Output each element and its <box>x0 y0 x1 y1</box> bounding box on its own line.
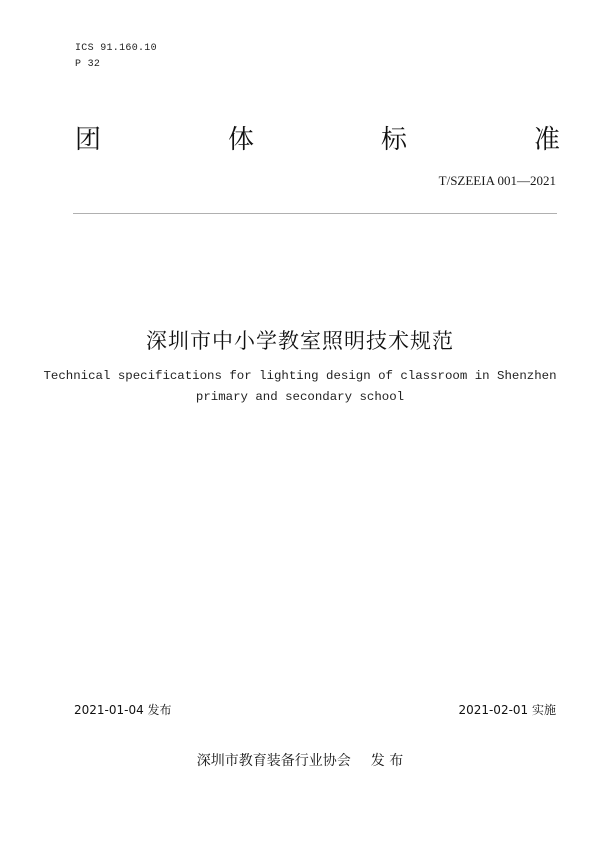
header-divider <box>73 213 557 214</box>
issuer-action: 发 布 <box>370 753 404 769</box>
title-english <box>40 366 560 408</box>
title-english-line-2: primary and secondary school <box>195 390 405 404</box>
publish-date: 2021-01-04 发布 <box>74 703 172 717</box>
category-char-3: 标 <box>380 125 407 155</box>
issuer <box>0 750 600 770</box>
title-english-line-1: Technical specifications for lighting design of classroom in Shenzhen <box>43 369 557 383</box>
ccs-code: P 32 <box>75 59 101 70</box>
title-chinese: 深圳市中小学教室照明技术规范 <box>146 329 454 353</box>
category-char-1: 团 <box>75 125 102 155</box>
implement-date: 2021-02-01 实施 <box>458 703 556 717</box>
category-char-4: 准 <box>533 125 560 155</box>
category-char-2: 体 <box>227 125 254 155</box>
issuer-organization: 深圳市教育装备行业协会 <box>196 753 351 769</box>
standard-number: T/SZEEIA 001—2021 <box>438 173 556 188</box>
ics-code: ICS 91.160.10 <box>75 43 157 54</box>
standard-category <box>75 119 560 156</box>
